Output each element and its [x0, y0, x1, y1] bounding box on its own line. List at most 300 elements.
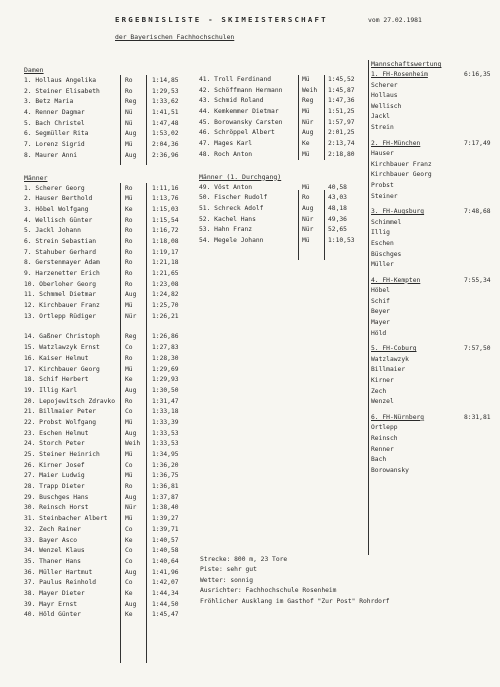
result-row	[199, 236, 369, 247]
team-member: Schif	[371, 297, 390, 305]
team-code: Ro	[125, 227, 133, 235]
team-code: Mü	[302, 108, 310, 116]
race-time: 1:31,47	[152, 397, 179, 405]
race-time: 1:45,87	[328, 86, 355, 94]
team-code: Co	[125, 547, 133, 555]
athlete-name: 32. Zech Rainer	[24, 525, 81, 533]
athlete-name: 19. Illig Karl	[24, 386, 78, 394]
damen-heading: Damen	[24, 66, 44, 74]
team-member: Renner	[371, 445, 394, 453]
race-time: 1:44,50	[152, 600, 179, 608]
result-row	[24, 343, 194, 354]
athlete-name: 4. Renner Dagmar	[24, 109, 85, 117]
team-code: Ro	[125, 87, 133, 95]
result-row	[24, 600, 194, 611]
result-row	[24, 280, 194, 291]
race-time: 2:13,74	[328, 140, 355, 148]
row-gap	[24, 322, 194, 332]
team-code: Nür	[302, 226, 314, 234]
race-time: 1:11,16	[152, 184, 179, 192]
athlete-name: 5. Jackl Johann	[24, 227, 81, 235]
team-code: Aug	[302, 129, 314, 137]
athlete-name: 35. Thaner Hans	[24, 557, 81, 565]
team-member: Kirner	[371, 377, 394, 385]
team-member: Strein	[371, 123, 394, 131]
team-code: Nür	[125, 504, 137, 512]
team-time: 7:55,34	[464, 276, 491, 284]
race-time: 1:29,69	[152, 365, 179, 373]
race-time: 1:33,53	[152, 440, 179, 448]
results-column-middle	[199, 75, 369, 247]
team-code: Co	[125, 461, 133, 469]
result-row	[199, 96, 369, 107]
team-code: Nür	[302, 215, 314, 223]
team-code: Mü	[125, 302, 133, 310]
result-row	[199, 225, 369, 236]
note-strecke: Strecke: 800 m, 23 Tore	[200, 556, 288, 563]
race-time: 1:47,36	[328, 97, 355, 105]
race-time: 1:27,83	[152, 344, 179, 352]
team-code: Ro	[125, 280, 133, 288]
athlete-name: 26. Kirner Josef	[24, 461, 85, 469]
team-code: Co	[125, 525, 133, 533]
team-code: Ke	[125, 536, 133, 544]
result-row	[24, 536, 194, 547]
athlete-name: 22. Probst Wolfgang	[24, 418, 97, 426]
race-time: 2:18,80	[328, 150, 355, 158]
race-time: 1:36,81	[152, 483, 179, 491]
race-time: 1:34,95	[152, 451, 179, 458]
result-row	[24, 312, 194, 323]
athlete-name: 34. Wenzel Klaus	[24, 547, 85, 555]
team-member: Borowansky	[371, 466, 409, 474]
athlete-name: 8. Gerstenmayer Adam	[24, 259, 100, 267]
team-code: Nür	[125, 312, 137, 320]
team-code: Mü	[302, 236, 310, 244]
team-code: Ke	[125, 589, 133, 597]
team-code: Nü	[125, 109, 133, 117]
athlete-name: 5. Bach Christel	[24, 119, 85, 127]
result-row	[24, 108, 194, 119]
race-time: 1:57,97	[328, 118, 355, 126]
team-code: Co	[125, 579, 133, 587]
result-row	[199, 107, 369, 118]
maenner-durchgang-heading: Männer (1. Durchgang)	[199, 172, 282, 181]
team-code: Mü	[125, 451, 133, 458]
athlete-name: 40. Höld Günter	[24, 611, 81, 619]
athlete-name: 18. Schif Herbert	[24, 376, 89, 384]
team-code: Ro	[125, 483, 133, 491]
team-code: Co	[125, 557, 133, 565]
maenner-heading: Männer	[24, 173, 48, 182]
team-code: Ro	[125, 216, 133, 224]
athlete-name: 23. Eschen Helmut	[24, 429, 89, 437]
result-row	[24, 493, 194, 504]
team-member: Bach	[371, 456, 387, 464]
athlete-name: 46. Schröppel Albert	[199, 129, 275, 137]
team-member: Wenzel	[371, 398, 394, 406]
race-time: 1:28,30	[152, 354, 179, 362]
team-member: Billmaier	[371, 366, 406, 374]
athlete-name: 21. Billmaier Peter	[24, 408, 97, 416]
team-code: Ro	[125, 397, 133, 405]
result-row	[24, 129, 194, 140]
team-member: Scherer	[371, 81, 398, 89]
team-code: Aug	[125, 291, 137, 299]
note-ausklang: Fröhlicher Ausklang im Gasthof "Zur Post" Rohrdorf	[200, 597, 390, 605]
team-label: 5. FH-Coburg	[371, 345, 417, 353]
race-time: 1:36,75	[152, 472, 179, 480]
athlete-name: 28. Trapp Dieter	[24, 483, 85, 491]
athlete-name: 29. Buschges Hans	[24, 493, 89, 501]
team-list	[371, 70, 496, 476]
team-code: Co	[125, 408, 133, 416]
race-time: 1:33,39	[152, 418, 179, 426]
result-row	[24, 354, 194, 365]
race-time: 1:53,02	[152, 130, 179, 138]
race-time: 2:04,36	[152, 141, 179, 149]
race-time: 1:41,51	[152, 109, 179, 117]
team-member: Hollaus	[371, 92, 398, 100]
team-code: Mü	[125, 141, 133, 149]
team-member: Schimmel	[371, 218, 402, 226]
athlete-name: 24. Storch Peter	[24, 440, 85, 448]
result-row	[24, 301, 194, 312]
race-time: 1:42,07	[152, 579, 179, 587]
athlete-name: 47. Mages Karl	[199, 140, 253, 148]
athlete-name: 4. Wellisch Günter	[24, 216, 93, 224]
race-time: 1:26,21	[152, 312, 179, 320]
results-column-left	[24, 64, 194, 621]
result-row	[24, 568, 194, 579]
team-code: Aug	[125, 600, 137, 608]
team-member: Ortlepp	[371, 424, 398, 432]
result-row	[24, 514, 194, 525]
result-row	[24, 461, 194, 472]
result-row	[24, 87, 194, 98]
athlete-name: 8. Maurer Anni	[24, 151, 78, 159]
athlete-name: 44. Kemkemmer Dietmar	[199, 108, 279, 116]
team-code: Mü	[125, 418, 133, 426]
team-label: 4. FH-Kempten	[371, 276, 421, 284]
athlete-name: 37. Paulus Reinhold	[24, 579, 97, 587]
team-time: 8:31,81	[464, 413, 491, 421]
race-time: 1:29,53	[152, 87, 179, 95]
result-row	[24, 332, 194, 343]
team-code: Ro	[125, 354, 133, 362]
race-notes	[200, 555, 390, 607]
team-code: Aug	[125, 130, 137, 138]
team-label: 1. FH-Rosenheim	[371, 71, 428, 78]
result-row	[24, 503, 194, 514]
result-row	[199, 118, 369, 129]
athlete-name: 6. Strein Sebastian	[24, 237, 97, 245]
team-ranking-column	[371, 59, 496, 476]
result-row	[24, 119, 194, 130]
race-time: 1:37,87	[152, 493, 179, 501]
athlete-name: 36. Müller Hartmut	[24, 568, 93, 576]
result-row	[199, 204, 369, 215]
team-name	[371, 70, 496, 81]
race-time: 1:40,64	[152, 557, 179, 565]
result-row	[24, 226, 194, 237]
team-code: Ke	[125, 611, 133, 619]
athlete-name: 10. Oberloher Georg	[24, 280, 97, 288]
team-name	[371, 139, 496, 150]
athlete-name: 7. Stahuber Gerhard	[24, 248, 97, 256]
result-row	[24, 546, 194, 557]
athlete-name: 33. Bayer Asco	[24, 536, 78, 544]
team-member: Höbel	[371, 287, 390, 295]
damen-list	[24, 76, 194, 162]
result-row	[199, 150, 369, 161]
team-member: Kirchbauer Georg	[371, 171, 432, 179]
race-time: 1:13,76	[152, 195, 179, 203]
athlete-name: 38. Mayer Dieter	[24, 589, 85, 597]
athlete-name: 48. Roch Anton	[199, 150, 253, 158]
team-name	[371, 413, 496, 424]
athlete-name: 9. Harzenetter Erich	[24, 270, 100, 277]
result-row	[24, 194, 194, 205]
athlete-name: 16. Kaiser Helmut	[24, 354, 89, 362]
race-time: 1:21,65	[152, 270, 179, 277]
race-time: 52,65	[328, 226, 347, 234]
team-label: 2. FH-München	[371, 139, 421, 147]
race-time: 1:33,53	[152, 429, 179, 437]
team-code: Aug	[125, 568, 137, 576]
team-code: Weih	[302, 86, 318, 94]
race-time: 1:44,34	[152, 589, 179, 597]
race-time: 1:19,17	[152, 248, 179, 256]
document-date: vom 27.02.1981	[368, 16, 422, 24]
result-row	[199, 193, 369, 204]
team-code: Aug	[125, 493, 137, 501]
team-code: Mü	[125, 195, 133, 203]
result-row	[24, 205, 194, 216]
athlete-name: 1. Scherer Georg	[24, 184, 85, 192]
result-row	[24, 365, 194, 376]
team-time: 7:57,50	[464, 345, 491, 353]
team-code: Nür	[302, 118, 314, 126]
document-subtitle: der Bayerischen Fachhochschulen	[115, 33, 235, 41]
athlete-name: 25. Steiner Heinrich	[24, 451, 100, 458]
athlete-name: 3. Höbel Wolfgang	[24, 205, 89, 213]
team-code: Ro	[125, 237, 133, 245]
race-time: 1:15,03	[152, 205, 179, 213]
team-code: Ro	[125, 270, 133, 277]
race-time: 1:14,85	[152, 77, 179, 84]
result-row	[24, 386, 194, 397]
team-code: Mü	[302, 150, 310, 158]
athlete-name: 50. Fischer Rudolf	[199, 194, 268, 202]
athlete-name: 45. Borowansky Carsten	[199, 118, 283, 126]
team-time: 7:48,68	[464, 208, 491, 216]
team-code: Reg	[125, 333, 137, 341]
team-code: Nü	[125, 119, 133, 127]
team-member: Kirchbauer Franz	[371, 160, 432, 168]
athlete-name: 49. Vöst Anton	[199, 183, 253, 191]
team-code: Co	[125, 344, 133, 352]
athlete-name: 27. Maier Ludwig	[24, 472, 85, 480]
result-row	[24, 248, 194, 259]
result-row	[24, 450, 194, 461]
team-name	[371, 276, 496, 287]
result-row	[24, 471, 194, 482]
team-member: Hauser	[371, 150, 394, 158]
athlete-name: 42. Schöffmann Hermann	[199, 86, 283, 94]
team-code: Ke	[302, 140, 310, 148]
athlete-name: 54. Megele Johann	[199, 236, 264, 244]
result-row	[199, 75, 369, 86]
race-time: 1:24,82	[152, 291, 179, 299]
athlete-name: 30. Reinsch Horst	[24, 504, 89, 512]
athlete-name: 13. Ortlepp Rüdiger	[24, 312, 97, 320]
athlete-name: 7. Lorenz Sigrid	[24, 141, 85, 149]
result-row	[24, 151, 194, 162]
team-code: Mü	[302, 76, 310, 83]
team-name	[371, 207, 496, 218]
result-row	[24, 140, 194, 151]
result-row	[24, 397, 194, 408]
athlete-name: 15. Watzlawzyk Ernst	[24, 344, 100, 352]
team-member: Watzlawzyk	[371, 355, 409, 363]
team-member: Höld	[371, 329, 387, 337]
result-row	[24, 557, 194, 568]
mannschaftswertung-heading: Mannschaftswertung	[371, 60, 442, 68]
result-row	[24, 269, 194, 280]
race-time: 1:40,58	[152, 547, 179, 555]
team-time: 6:16,35	[464, 71, 491, 78]
result-row	[24, 418, 194, 429]
race-time: 1:39,71	[152, 525, 179, 533]
race-time: 1:33,62	[152, 98, 179, 106]
maenner-cont-list	[199, 75, 369, 161]
race-time: 1:29,93	[152, 376, 179, 384]
team-code: Reg	[125, 98, 137, 106]
result-row	[24, 429, 194, 440]
team-member: Mayer	[371, 319, 390, 327]
result-row	[24, 184, 194, 195]
race-time: 1:33,18	[152, 408, 179, 416]
team-member: Probst	[371, 181, 394, 189]
result-row	[24, 97, 194, 108]
result-row	[24, 76, 194, 87]
result-row	[24, 290, 194, 301]
result-row	[199, 128, 369, 139]
team-name	[371, 344, 496, 355]
team-member: Reinsch	[371, 435, 398, 442]
race-time: 49,36	[328, 215, 347, 223]
team-member: Beyer	[371, 308, 390, 316]
race-time: 1:16,72	[152, 227, 179, 235]
result-row	[24, 482, 194, 493]
result-row	[199, 139, 369, 150]
team-code: Aug	[125, 151, 137, 159]
team-code: Mü	[125, 472, 133, 480]
team-time: 7:17,49	[464, 139, 491, 147]
athlete-name: 2. Hauser Berthold	[24, 195, 93, 203]
team-label: 6. FH-Nürnberg	[371, 413, 425, 421]
result-row	[24, 258, 194, 269]
team-code: Weih	[125, 440, 141, 448]
team-member: Eschen	[371, 239, 394, 247]
durchgang-list	[199, 183, 369, 247]
team-code: Aug	[125, 429, 137, 437]
team-code: Mü	[125, 515, 133, 523]
athlete-name: 2. Steiner Elisabeth	[24, 87, 100, 95]
team-code: Ke	[125, 376, 133, 384]
athlete-name: 41. Troll Ferdinand	[199, 76, 272, 83]
athlete-name: 3. Betz Maria	[24, 98, 74, 106]
athlete-name: 17. Kirchbauer Georg	[24, 365, 100, 373]
race-time: 1:39,27	[152, 515, 179, 523]
document-title: ERGEBNISLISTE - SKIMEISTERSCHAFT	[115, 15, 328, 24]
team-code: Ro	[125, 248, 133, 256]
result-row	[24, 589, 194, 600]
team-code: Ro	[125, 259, 133, 267]
team-code: Aug	[302, 204, 314, 212]
result-row	[24, 525, 194, 536]
athlete-name: 11. Schmmel Dietmar	[24, 291, 97, 299]
team-code: Mü	[125, 365, 133, 373]
team-member: Jackl	[371, 113, 390, 121]
race-time: 1:23,08	[152, 280, 179, 288]
team-code: Reg	[302, 97, 314, 105]
race-time: 1:45,52	[328, 76, 355, 83]
team-label: 3. FH-Augsburg	[371, 208, 425, 216]
result-row	[199, 183, 369, 194]
race-time: 48,18	[328, 204, 347, 212]
athlete-name: 12. Kirchbauer Franz	[24, 302, 100, 310]
athlete-name: 43. Schmid Roland	[199, 97, 264, 105]
note-ausrichter: Ausrichter: Fachhochschule Rosenheim	[200, 587, 337, 595]
race-time: 1:41,96	[152, 568, 179, 576]
team-code: Mü	[302, 183, 310, 191]
athlete-name: 14. Gaßner Christoph	[24, 333, 100, 341]
result-row	[24, 237, 194, 248]
athlete-name: 20. Lepojewitsch Zdravko	[24, 397, 115, 405]
race-time: 1:51,25	[328, 108, 355, 116]
athlete-name: 39. Mayr Ernst	[24, 600, 78, 608]
race-time: 40,58	[328, 183, 347, 191]
race-time: 2:36,96	[152, 151, 179, 159]
result-row	[24, 439, 194, 450]
result-row	[199, 86, 369, 97]
result-row	[24, 610, 194, 621]
team-code: Ke	[125, 205, 133, 213]
race-time: 1:45,47	[152, 611, 179, 619]
result-row	[24, 375, 194, 386]
team-member: Büschges	[371, 250, 402, 258]
team-member: Zech	[371, 387, 387, 395]
race-time: 1:15,54	[152, 216, 179, 224]
result-row	[24, 578, 194, 589]
team-code: Ro	[125, 184, 133, 192]
team-code: Ro	[302, 194, 310, 202]
result-row	[24, 216, 194, 227]
result-row	[24, 407, 194, 418]
note-wetter: Wetter: sonnig	[200, 576, 254, 584]
team-member: Illig	[371, 229, 390, 237]
race-time: 1:10,53	[328, 236, 355, 244]
athlete-name: 31. Steinbacher Albert	[24, 515, 108, 523]
race-time: 1:21,18	[152, 259, 179, 267]
athlete-name: 6. Segmüller Rita	[24, 130, 89, 138]
race-time: 1:40,57	[152, 536, 179, 544]
note-piste: Piste: sehr gut	[200, 566, 257, 574]
maenner-list	[24, 184, 194, 622]
athlete-name: 52. Kachel Hans	[199, 215, 256, 223]
